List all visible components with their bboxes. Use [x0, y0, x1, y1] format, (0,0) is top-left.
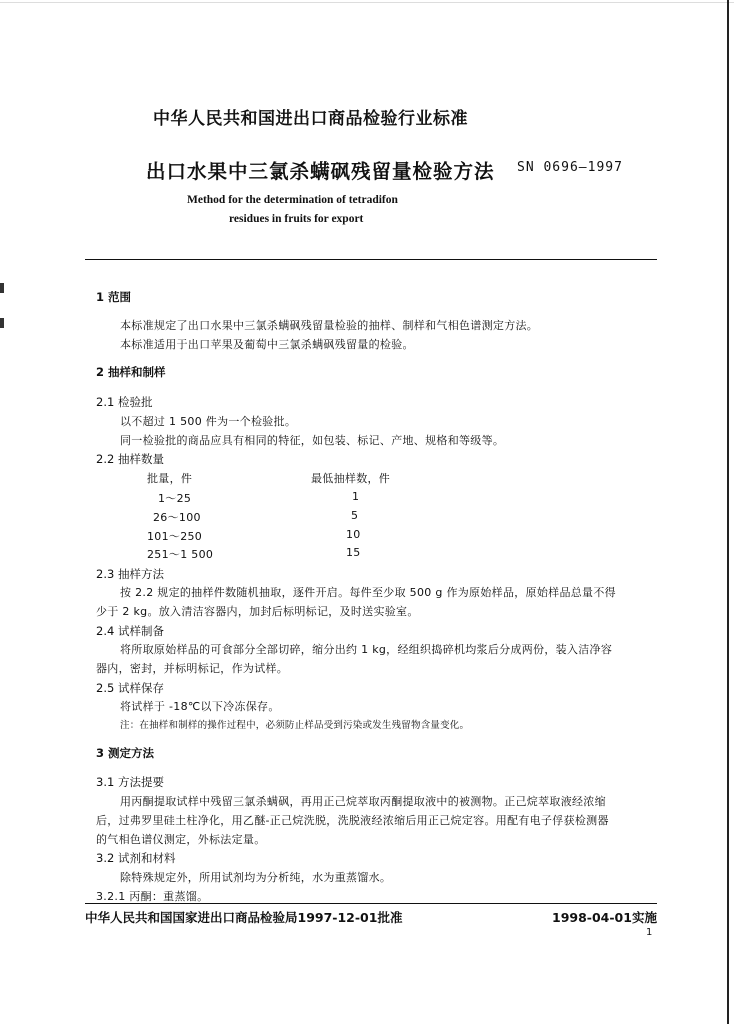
section-3-2-heading: 3.2 试剂和材料 — [96, 851, 176, 865]
approval-statement: 中华人民共和国国家进出口商品检验局1997-12-01批准 — [85, 910, 403, 925]
section-2-1-heading: 2.1 检验批 — [96, 395, 153, 409]
sampling-table-header-min: 最低抽样数，件 — [311, 472, 391, 485]
scan-right-edge — [727, 0, 729, 1024]
english-title-line-1: Method for the determination of tetradifon — [187, 194, 398, 206]
footer-rule — [85, 903, 657, 904]
page-number: 1 — [646, 927, 653, 938]
section-3-1-heading: 3.1 方法提要 — [96, 775, 164, 789]
section-2-2-heading: 2.2 抽样数量 — [96, 452, 164, 466]
scan-margin-mark — [0, 318, 4, 328]
section-2-3-line-2: 少于 2 kg。放入清洁容器内，加封后标明标记，及时送实验室。 — [96, 605, 419, 618]
section-3-2-1-item: 3.2.1 丙酮：重蒸馏。 — [96, 890, 209, 903]
section-2-4-heading: 2.4 试样制备 — [96, 624, 164, 638]
effective-date: 1998-04-01实施 — [552, 910, 657, 925]
sampling-table-lot: 26～100 — [153, 511, 201, 524]
section-2-5-heading: 2.5 试样保存 — [96, 681, 164, 695]
scan-top-edge — [0, 2, 734, 3]
section-1-paragraph-2: 本标准适用于出口苹果及葡萄中三氯杀螨砜残留量的检验。 — [120, 338, 414, 351]
sampling-table-count: 10 — [346, 528, 361, 541]
sampling-table-lot: 1～25 — [158, 492, 192, 505]
section-2-4-line-2: 器内，密封，并标明标记，作为试样。 — [96, 662, 289, 675]
sampling-table-lot: 101～250 — [147, 530, 203, 543]
section-2-5-paragraph: 将试样于 -18℃以下冷冻保存。 — [120, 700, 280, 713]
standard-title: 出口水果中三氯杀螨砜残留量检验方法 — [146, 160, 495, 183]
section-2-3-line-1: 按 2.2 规定的抽样件数随机抽取，逐件开启。每件至少取 500 g 作为原始样品，原始样品总量不得 — [120, 586, 616, 599]
section-3-1-line-3: 的气相色谱仪测定，外标法定量。 — [96, 833, 266, 846]
section-2-5-note: 注：在抽样和制样的操作过程中，必须防止样品受到污染或发生残留物含量变化。 — [120, 720, 470, 731]
sampling-table-header-lot: 批量，件 — [147, 472, 193, 485]
issuing-agency: 中华人民共和国进出口商品检验行业标准 — [153, 109, 468, 129]
sampling-table-count: 1 — [352, 490, 360, 503]
section-2-1-paragraph-2: 同一检验批的商品应具有相同的特征，如包装、标记、产地、规格和等级等。 — [120, 434, 505, 447]
section-3-1-line-2: 后，过弗罗里硅土柱净化，用乙醚-正己烷洗脱，洗脱液经浓缩后用正己烷定容。用配有电子俘获检测器 — [96, 814, 609, 827]
section-2-1-paragraph-1: 以不超过 1 500 件为一个检验批。 — [120, 415, 297, 428]
sampling-table-count: 15 — [346, 546, 361, 559]
section-3-2-paragraph: 除特殊规定外，所用试剂均为分析纯，水为重蒸馏水。 — [120, 871, 392, 884]
section-1-paragraph-1: 本标准规定了出口水果中三氯杀螨砜残留量检验的抽样、制样和气相色谱测定方法。 — [120, 319, 539, 332]
scan-margin-mark — [0, 283, 4, 293]
sampling-table-lot: 251～1 500 — [147, 548, 214, 561]
standard-code: SN 0696—1997 — [517, 160, 623, 175]
section-3-1-line-1: 用丙酮提取试样中残留三氯杀螨砜，再用正己烷萃取丙酮提取液中的被测物。正己烷萃取液经浓缩 — [120, 795, 606, 808]
sampling-table-count: 5 — [351, 509, 359, 522]
section-2-heading: 2 抽样和制样 — [96, 365, 166, 379]
section-2-4-line-1: 将所取原始样品的可食部分全部切碎，缩分出约 1 kg，经组织捣碎机均浆后分成两份，装入洁净容 — [120, 643, 613, 656]
english-title-line-2: residues in fruits for export — [229, 213, 364, 225]
section-1-heading: 1 范围 — [96, 290, 132, 304]
header-rule — [85, 259, 657, 260]
section-3-heading: 3 测定方法 — [96, 746, 155, 760]
section-2-3-heading: 2.3 抽样方法 — [96, 567, 164, 581]
